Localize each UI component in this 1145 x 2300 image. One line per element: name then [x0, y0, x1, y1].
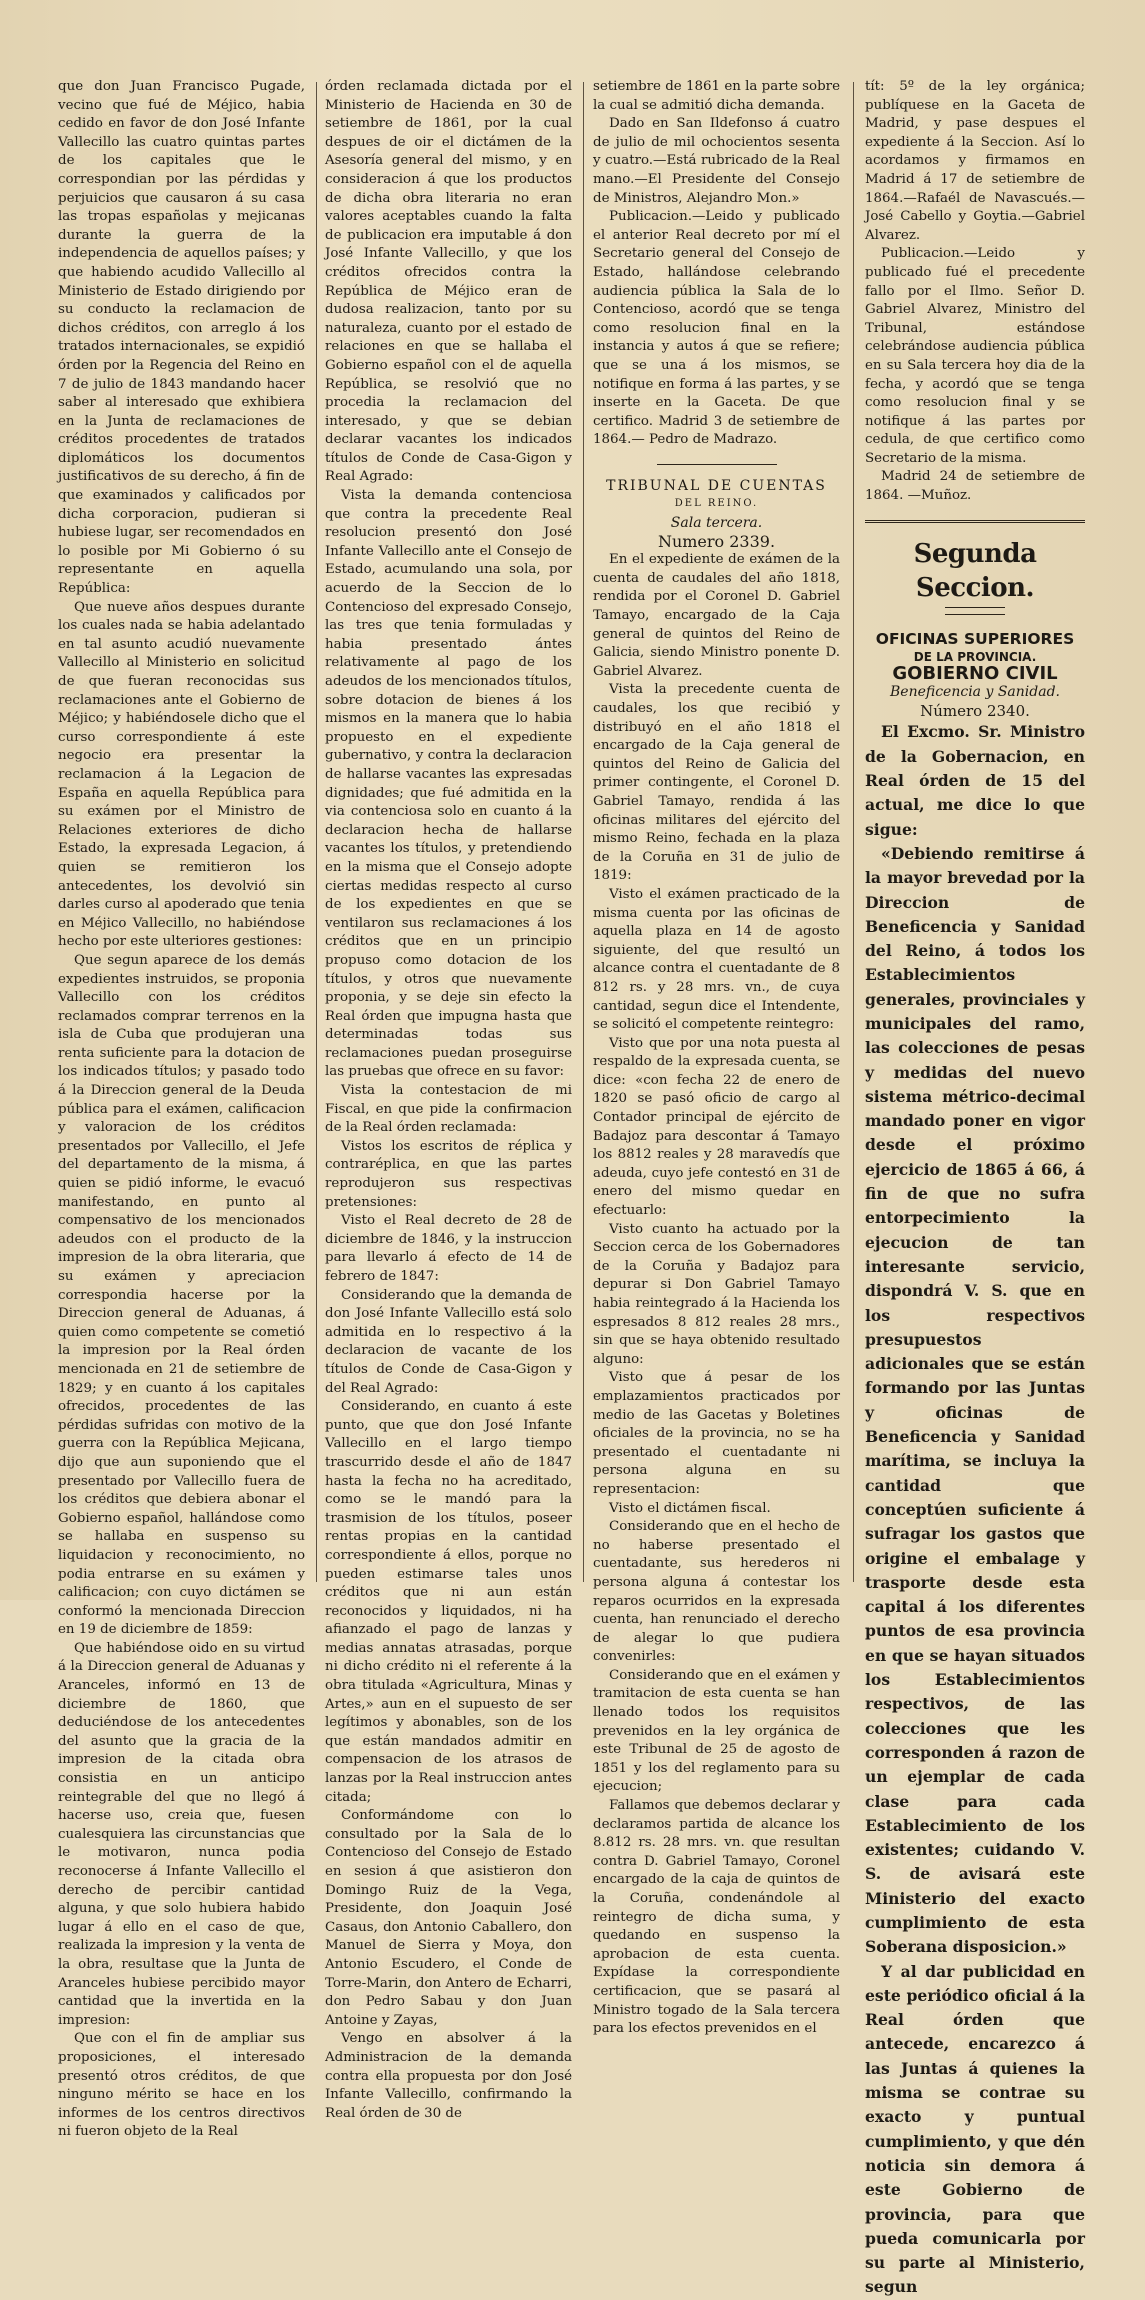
column-1	[58, 78, 305, 2140]
paragraph: Vista la contestacion de mi Fiscal, en que pide la confirmacion de la Real órden reclamada:	[325, 1083, 572, 1136]
provincia-heading: DE LA PROVINCIA.	[913, 649, 1037, 664]
paragraph: Que habiéndose oido en su virtud á la Direccion general de Aduanas y Aranceles, informó en 13 de diciembre de 1860, que deduciéndose de los antecedentes del asunto que la gracia de la impresion de la citada obra consistia en un anticipo reintegrable del que no llegó á hacerse uso, creia que, fuesen cualesquiera las circunstancias que le motivaron, nunca podia reconocerse á Infante Vallecillo el derecho de percibir cantidad alguna, y que solo hubiera habido lugar á ello en el caso de que, realizada la impresion y la venta de la obra, resultase que la Junta de Aranceles hubiese percibido mayor cantidad que la invertida en la impresion:	[58, 1640, 305, 2028]
paragraph: Publicacion.—Leido y publicado el anterior Real decreto por mí el Secretario general del Consejo de Estado, hallándose celebrando audiencia pública la Sala de lo Contencioso, acordó que se tenga como resolucion final en la instancia y autos á que se refiere; que se una á los mismos, se notifique en forma á las partes, y se inserte en la Gaceta. De que certifico. Madrid 3 de setiembre de 1864.— Pedro de Madrazo.	[593, 209, 840, 448]
paragraph: Que segun aparece de los demás expedientes instruidos, se proponia Vallecillo con los créditos reclamados comprar terrenos en la isla de Cuba que produjeran una renta suficiente para la dotacion de los indicados títulos; y pasado todo á la Direccion general de la Deuda pública para el exámen, calificacion y valoracion de los créditos presentados por Vallecillo, el Jefe del departamento de la misma, á quien se pidió informe, le evacuó manifestando, en punto al compensativo de los mencionados adeudos con el producto de la impresion de la obra literaria, que su exámen y apreciacion correspondia hacerse por la Direccion general de Aduanas, á quien como competente se cometió la impresion por la Real órden mencionada en 21 de setiembre de 1829; y en cuanto á los capitales ofrecidos, procedentes de las pérdidas sufridas con motivo de la guerra con la República Mejicana, dijo que aun suponiendo que el presentado por Vallecillo fuera de los créditos que debiera abonar el Gobierno español, hallándose como se hallaba en suspenso su liquidacion y reconocimiento, no podia entrarse en su exámen y calificacion; con cuyo dictámen se conformó la mencionada Direccion en 19 de diciembre de 1859:	[58, 952, 305, 1638]
paragraph: Considerando que en el exámen y tramitacion de esta cuenta se han llenado todos los requisitos prevenidos en la ley orgánica de este Tribunal de 25 de agosto de 1851 y los del reglamento para su ejecucion;	[593, 1667, 840, 1795]
paragraph: que don Juan Francisco Pugade, vecino que fué de Méjico, habia cedido en favor de don José Infante Vallecillo las cuatro quintas partes de los capitales que le correspondian por las pérdidas y perjuicios que causaron á su casa las tropas españolas y mejicanas durante la guerra de la independencia de aquellos países; y que habiendo acudido Vallecillo al Ministerio de Estado dirigiendo por su conducto la reclamacion de dichos créditos, con arreglo á los tratados internacionales, se expidió órden por la Regencia del Reino en 7 de julio de 1843 mandando hacer saber al interesado que exhibiera en la Junta de reclamaciones de créditos procedentes de tratados diplomáticos los documentos justificativos de su derecho, á fin de que examinados y calificados por dicha corporacion, pudieran si hubiese lugar, ser recomendados en lo posible por Mi Gobierno ó su representante en aquella República:	[58, 79, 305, 597]
paragraph: tít: 5º de la ley orgánica; publíquese en la Gaceta de Madrid, y pase despues el expediente á la Seccion. Así lo acordamos y firmamos en Madrid á 17 de setiembre de 1864.—Rafaél de Navascués.—José Cabello y Goytia.—Gabriel Alvarez.	[865, 79, 1085, 243]
column-rule	[316, 82, 317, 1582]
paragraph: Visto el dictámen fiscal.	[609, 1500, 771, 1516]
tribunal-heading: TRIBUNAL DE CUENTAS	[606, 477, 827, 494]
paragraph: setiembre de 1861 en la parte sobre la cual se admitió dicha demanda.	[593, 79, 841, 113]
paragraph: Vista la precedente cuenta de caudales, los que recibió y distribuyó en el año 1818 el encargado de la Caja general de quintos del Reino de Galicia del primer contingente, el Coronel D. Gabriel Tamayo, rendida á las oficinas militares del ejército del mismo Reino, fechada en la plaza de la Coruña en 31 de julio de 1819:	[593, 682, 840, 884]
oficinas-heading: OFICINAS SUPERIORES	[875, 629, 1075, 648]
numero-heading: Número 2340.	[920, 701, 1030, 720]
column-3	[593, 78, 841, 2037]
paragraph: órden reclamada dictada por el Ministerio de Hacienda en 30 de setiembre de 1861, por la cual despues de oir el dictámen de la Asesoría general del mismo, y en consideracion á que los productos de dicha obra literaria no eran valores aceptables cuando la falta de publicacion era imputable á don José Infante Vallecillo, y que los créditos ofrecidos contra la República de Méjico eran de dudosa realizacion, tanto por su naturaleza, cuanto por el estado de relaciones en que se hallaba el Gobierno español con el de aquella República, se resolvió que no procedia la reclamacion del interesado, y que se debian declarar vacantes los indicados títulos de Conde de Casa-Gigon y Real Agrado:	[325, 79, 572, 485]
column-2	[325, 78, 572, 2121]
paragraph: Visto cuanto ha actuado por la Seccion cerca de los Gobernadores de la Coruña y Badajoz para depurar si Don Gabriel Tamayo habia reintegrado á la Hacienda los espresados 8 812 reales 28 mrs., sin que se haya obtenido resultado alguno:	[593, 1221, 840, 1367]
paragraph: En el expediente de exámen de la cuenta de caudales del año 1818, rendida por el Coronel D. Gabriel Tamayo, encargado de la Caja general de quintos del Reino de Galicia, siendo Ministro ponente D. Gabriel Alvarez.	[593, 552, 840, 679]
bold-notice	[865, 720, 1085, 2299]
column-rule	[853, 82, 854, 1582]
paragraph: Visto que por una nota puesta al respaldo de la expresada cuenta, se dice: «con fecha 22 de enero de 1820 se pasó oficio de cargo al Contador principal de ejército de Badajoz para descontar á Tamayo los 8812 reales y 28 maravedís que adeuda, cuyo jefe contestó en 31 de enero del mismo quedar en efectuarlo:	[593, 1035, 840, 1219]
ornament-rule	[945, 607, 1005, 615]
paragraph: Considerando, en cuanto á este punto, que que don José Infante Vallecillo en el largo tiempo trascurrido desde el año de 1847 hasta la fecha no ha acreditado, como se le mandó para la trasmision de los títulos, poseer rentas propias en la cantidad correspondiente á ellos, porque no pueden estimarse tales unos créditos que ni aun están reconocidos y liquidados, ni ha afianzado el pago de lanzas y medias annatas atrasadas, porque ni dicho crédito ni el referente á la obra titulada «Agricultura, Minas y Artes,» aun en el supuesto de ser legítimos y abonables, son de los que están mandados admitir en compensacion de los atrasos de lanzas por la Real instruccion antes citada;	[325, 1399, 572, 1805]
paragraph: Vistos los escritos de réplica y contraréplica, en que las partes reprodujeron sus respectivas pretensiones:	[325, 1138, 572, 1210]
paragraph: Visto que á pesar de los emplazamientos practicados por medio de las Gacetas y Boletines oficiales de la provincia, no se ha presentado el cuentadante ni persona alguna en su representacion:	[593, 1370, 840, 1497]
section-divider	[865, 520, 1085, 523]
paragraph: Vista la demanda contenciosa que contra la precedente Real resolucion presentó don José Infante Vallecillo ante el Consejo de Estado, acumulando una sola, por acuerdo de la Seccion de lo Contencioso del expresado Consejo, las tres que tenia formuladas y habia presentado ántes relativamente al pago de los adeudos de los mencionados títulos, sobre dotacion de bienes á los mismos en la manera que lo habia propuesto en el expediente gubernativo, y contra la declaracion de hallarse vacantes las expresadas dignidades; que fué admitida en la via contenciosa solo en cuanto á la declaracion hecha de hallarse vacantes los títulos, y pretendiendo en la misma que el Consejo adopte ciertas medidas respecto al curso de los expedientes en que se ventilaron sus reclamaciones á los créditos que en un principio propuso como dotacion de los títulos, y otros que nuevamente proponia, y se deje sin efecto la Real órden que impugna hasta que determinadas todas sus reclamaciones puedan proseguirse las pruebas que ofrece en su favor:	[325, 488, 572, 1080]
paragraph: Visto el exámen practicado de la misma cuenta por las oficinas de aquella plaza en 14 de agosto siguiente, del que resultó un alcance contra el cuentadante de 8 812 rs. y 28 mrs. vn., de cuya cantidad, segun dice el Intendente, se solicitó el competente reintegro:	[593, 886, 840, 1033]
paragraph: El Excmo. Sr. Ministro de la Gobernacion, en Real órden de 15 del actual, me dice lo que sigue:	[865, 722, 1085, 839]
column-4	[865, 78, 1085, 2297]
paragraph: Y al dar publicidad en este periódico oficial á la Real órden que antecede, encarezco á las Juntas á quienes la misma se contrae su exacto y puntual cumplimiento, y que dén noticia sin demora á este Gobierno de provincia, para que pueda comunicarla por su parte al Ministerio, segun	[865, 1961, 1085, 2297]
tribunal-subheading: DEL REINO.	[674, 498, 759, 510]
numero-heading: Numero 2339.	[657, 531, 776, 551]
paragraph: Considerando que la demanda de don José Infante Vallecillo está solo admitida en lo respectivo á la declaracion de vacante de los títulos de Conde de Casa-Gigon y del Real Agrado:	[325, 1287, 572, 1396]
paragraph: Que nueve años despues durante los cuales nada se habia adelantado en tal asunto acudió nuevamente Vallecillo al Ministerio en solicitud de que fueran reconocidas sus reclamaciones ante el Gobierno de Méjico; y habiéndosele dicho que el curso correspondiente á este negocio era presentar la reclamacion á la Legacion de España en aquella República para su exámen por el Ministro de Relaciones exteriores de dicho Estado, la expresada Legacion, á quien se remitieron los antecedentes, los devolvió sin darles curso al apoderado que tenia en Méjico Vallecillo, no habiéndose hecho por este ulteriores gestiones:	[58, 599, 305, 950]
paragraph: Fallamos que debemos declarar y declaramos partida de alcance los 8.812 rs. 28 mrs. vn. que resultan contra D. Gabriel Tamayo, Coronel encargado de la caja de quintos de la Coruña, condenándole al reintegro de dicha suma, y quedando en suspenso la aprobacion de esta cuenta. Expídase la correspondiente certificacion, que se pasará al Ministro togado de la Sala tercera para los efectos prevenidos en el	[593, 1798, 840, 2037]
beneficencia-heading: Beneficencia y Sanidad.	[890, 684, 1060, 701]
section-title: Segunda Seccion.	[913, 538, 1037, 603]
gobierno-heading: GOBIERNO CIVIL	[892, 662, 1058, 684]
section-divider	[657, 464, 777, 465]
paragraph: Madrid 24 de setiembre de 1864. —Muñoz.	[865, 469, 1085, 504]
paragraph: Vengo en absolver á la Administracion de la demanda contra ella propuesta por don José Infante Vallecillo, confirmando la Real órden de 30 de	[325, 2031, 572, 2121]
paragraph: Publicacion.—Leido y publicado fué el precedente fallo por el Ilmo. Señor D. Gabriel Alvarez, Ministro del Tribunal, estándose celebrándose audiencia pública en su Sala tercera hoy dia de la fecha, y acordó que se tenga como resolucion final y se notifique á las partes por cedula, de que certifico como Secretario de la misma.	[865, 246, 1085, 466]
paragraph: «Debiendo remitirse á la mayor brevedad por la Direccion de Beneficencia y Sanidad del Reino, á todos los Establecimientos generales, provinciales y municipales del ramo, las colecciones de pesas y medidas del nuevo sistema métrico-decimal mandado poner en vigor desde el próximo ejercicio de 1865 á 66, á fin de que no sufra entorpecimiento la ejecucion de tan interesante servicio, dispondrá V. S. que en los respectivos presupuestos adicionales que se están formando por las Juntas y oficinas de Beneficencia y Sanidad marítima, se incluya la cantidad que conceptúen suficiente á sufragar los gastos que origine el embalage y trasporte desde esta capital á los diferentes puntos de esa provincia en que se hayan situados los Establecimientos respectivos, de las colecciones que les corresponden á razon de un ejemplar de cada clase para cada Establecimiento de los existentes; cuidando V. S. de avisará este Ministerio del exacto cumplimiento de esta Soberana disposicion.»	[865, 843, 1085, 1957]
paragraph: Dado en San Ildefonso á cuatro de julio de mil ochocientos sesenta y cuatro.—Está rubricado de la Real mano.—El Presidente del Consejo de Ministros, Alejandro Mon.»	[593, 116, 840, 206]
column-rule	[583, 82, 584, 1582]
paragraph: Conformándome con lo consultado por la Sala de lo Contencioso del Consejo de Estado en sesion á que asistieron don Domingo Ruiz de la Vega, Presidente, don Joaquin José Casaus, don Antonio Caballero, don Manuel de Sierra y Moya, don Antonio Escudero, el Conde de Torre-Marin, don Antero de Echarri, don Pedro Sabau y don Juan Antoine y Zayas,	[325, 1808, 572, 2028]
paragraph: Considerando que en el hecho de no haberse presentado el cuentadante, sus herederos ni persona alguna á contestar los reparos ocurridos en la expresada cuenta, han renunciado el derecho de alegar lo que pudiera convenirles:	[593, 1519, 840, 1665]
paragraph: Visto el Real decreto de 28 de diciembre de 1846, y la instruccion para llevarlo á efecto de 14 de febrero de 1847:	[325, 1213, 572, 1284]
sala-heading: Sala tercera.	[670, 515, 763, 532]
paragraph: Que con el fin de ampliar sus proposiciones, el interesado presentó otros créditos, de que ninguno mérito se hace en los informes de los centros directivos ni fueron objeto de la Real	[58, 2031, 305, 2140]
